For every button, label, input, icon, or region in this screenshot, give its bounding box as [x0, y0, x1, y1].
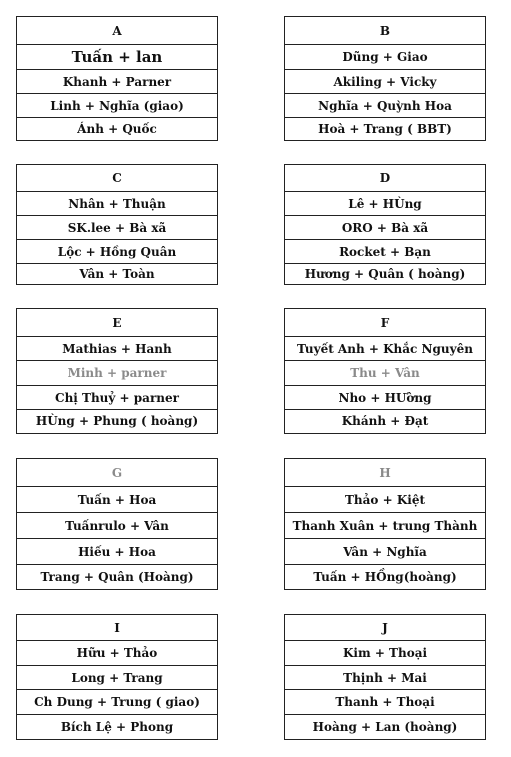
pair-cell: Hữu + Thảo — [17, 641, 217, 666]
pair-cell: Ánh + Quốc — [77, 121, 157, 136]
pair-cell: Tuấn + lan — [17, 45, 217, 70]
pair-cell: Rocket + Bạn — [285, 240, 485, 264]
group-title: I — [17, 615, 217, 641]
group-b — [284, 16, 486, 141]
pair-cell: Nhân + Thuận — [17, 192, 217, 216]
pair-cell: Minh + parner — [17, 361, 217, 386]
group-title: E — [17, 309, 217, 337]
group-title: A — [17, 17, 217, 45]
group-title: G — [17, 459, 217, 487]
pair-cell: Thanh + Thoại — [285, 690, 485, 715]
group-g — [16, 458, 218, 590]
group-e — [16, 308, 218, 434]
group-title: J — [285, 615, 485, 641]
pair-cell: Nghĩa + Quỳnh Hoa — [285, 94, 485, 118]
pair-cell: Hoà + Trang ( BBT) — [318, 121, 452, 136]
pair-cell: Lê + HÙng — [285, 192, 485, 216]
pair-cell: Thu + Vân — [285, 361, 485, 386]
pair-cell: Kim + Thoại — [285, 641, 485, 666]
pair-cell: Tuấn + HỒng(hoàng) — [313, 569, 457, 584]
group-d — [284, 164, 486, 285]
group-c — [16, 164, 218, 285]
pair-cell: Thảo + Kiệt — [285, 487, 485, 513]
group-a — [16, 16, 218, 141]
pair-cell: Hoàng + Lan (hoàng) — [312, 719, 458, 734]
group-title: C — [17, 165, 217, 192]
pair-cell: Tuyết Anh + Khắc Nguyên — [285, 337, 485, 361]
pair-cell: Akiling + Vicky — [285, 70, 485, 94]
group-title: B — [285, 17, 485, 45]
pair-cell: HÙng + Phung ( hoàng) — [35, 414, 199, 428]
group-h — [284, 458, 486, 590]
pair-cell: Nho + HƯờng — [285, 386, 485, 410]
pair-cell: Tuấnrulo + Vân — [17, 513, 217, 539]
pair-cell: Hiếu + Hoa — [17, 539, 217, 565]
group-j — [284, 614, 486, 740]
group-title: H — [285, 459, 485, 487]
pair-cell: Long + Trang — [17, 666, 217, 690]
group-f — [284, 308, 486, 434]
pair-cell: Ch Dung + Trung ( giao) — [17, 690, 217, 715]
pair-cell: Mathias + Hanh — [17, 337, 217, 361]
pair-cell: Thanh Xuân + trung Thành — [285, 513, 485, 539]
group-title: F — [285, 309, 485, 337]
group-i — [16, 614, 218, 740]
pair-cell: Thịnh + Mai — [285, 666, 485, 690]
pair-cell: Khánh + Đạt — [341, 414, 429, 428]
pair-cell: Vân + Nghĩa — [285, 539, 485, 565]
pair-cell: Linh + Nghĩa (giao) — [17, 94, 217, 118]
pair-cell: Chị Thuỷ + parner — [17, 386, 217, 410]
pair-cell: Bích Lệ + Phong — [60, 719, 174, 734]
pair-cell: SK.lee + Bà xã — [17, 216, 217, 240]
pair-cell: Lộc + Hồng Quân — [17, 240, 217, 264]
pair-cell: Dũng + Giao — [285, 45, 485, 70]
pair-cell: ORO + Bà xã — [285, 216, 485, 240]
group-title: D — [285, 165, 485, 192]
pair-cell: Hương + Quân ( hoàng) — [304, 267, 466, 281]
pair-cell: Trang + Quân (Hoàng) — [40, 569, 194, 584]
pair-cell: Vân + Toàn — [79, 267, 155, 281]
pair-cell: Khanh + Parner — [17, 70, 217, 94]
pair-cell: Tuấn + Hoa — [17, 487, 217, 513]
